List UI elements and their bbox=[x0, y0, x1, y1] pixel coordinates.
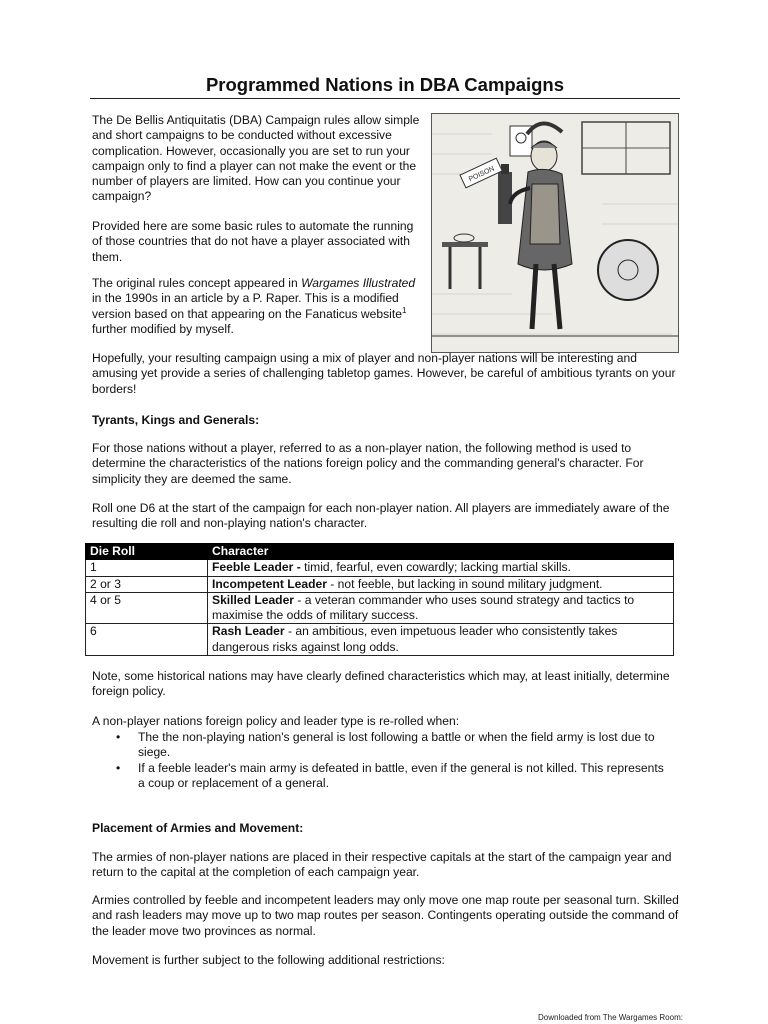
table-row bbox=[86, 592, 674, 624]
note-paragraph: Note, some historical nations may have clearly defined characteristics which may, at least initially, determine foreign policy. bbox=[92, 669, 670, 699]
title-divider bbox=[90, 98, 680, 99]
magazine-title: Wargames Illustrated bbox=[301, 276, 416, 290]
page-title: Programmed Nations in DBA Campaigns bbox=[205, 74, 565, 95]
leader-name: Incompetent Leader bbox=[212, 576, 327, 591]
leader-description: timid, fearful, even cowardly; lacking martial skills. bbox=[300, 560, 571, 575]
section1-paragraph-2: Roll one D6 at the start of the campaign for each non-player nation. All players are immediately aware of the resulting die roll and non-playing nation's character. bbox=[92, 501, 670, 531]
leader-name: Skilled Leader bbox=[212, 592, 295, 607]
intro-paragraph-3 bbox=[92, 276, 422, 337]
section2-paragraph-2: Armies controlled by feeble and incompetent leaders may only move one map route per seasonal turn. Skilled and rash leaders may move up to two map routes per season. Contingents operating outside the command of the leader move two provinces as normal. bbox=[92, 893, 679, 938]
roll-cell: 6 bbox=[86, 624, 208, 656]
section-heading-tyrants: Tyrants, Kings and Generals: bbox=[92, 413, 260, 427]
leader-name: Feeble Leader - bbox=[212, 560, 301, 575]
intro-paragraph-2: Provided here are some basic rules to automate the running of those countries that do not have a player associated with them. bbox=[92, 219, 414, 264]
table-row bbox=[86, 576, 674, 592]
leader-description: - not feeble, but lacking in sound military judgment. bbox=[326, 576, 603, 591]
section2-paragraph-3: Movement is further subject to the following additional restrictions: bbox=[92, 953, 445, 967]
intro-paragraph-1: The De Bellis Antiquitatis (DBA) Campaign rules allow simple and short campaigns to be conducted without excessive complication. However, occasionally you are set to run your campaign only to find a player can not make the event or the number of players are limited. How can you continue your campaign? bbox=[92, 113, 420, 204]
poison-label: POISON bbox=[467, 165, 496, 184]
table-row bbox=[86, 624, 674, 656]
intro-p3-text-mid: in the 1990s in an article by a P. Raper. This is a modified version based on that appearing on the Fanaticus website bbox=[92, 291, 402, 321]
roll-cell: 1 bbox=[86, 560, 208, 576]
die-roll-table bbox=[85, 543, 674, 656]
leader-description: - an ambitious, even impetuous leader who consistently takes dangerous risks against long odds. bbox=[212, 624, 618, 654]
section2-paragraph-1: The armies of non-player nations are placed in their respective capitals at the start of the campaign year and return to the capital at the completion of each campaign year. bbox=[92, 850, 672, 880]
character-cell bbox=[208, 576, 674, 592]
header-die-roll: Die Roll bbox=[86, 544, 208, 560]
reroll-intro: A non-player nations foreign policy and leader type is re-rolled when: bbox=[92, 714, 460, 728]
table-header-row bbox=[86, 544, 674, 560]
leader-description: - a veteran commander who uses sound strategy and tactics to maximise the odds of military success. bbox=[212, 592, 635, 623]
download-footer: Downloaded from The Wargames Room: bbox=[538, 1013, 683, 1022]
list-item: • If a feeble leader's main army is defeated in battle, even if the general is not killed. This represents a coup or replacement of a general. bbox=[92, 761, 672, 792]
intro-paragraph-4: Hopefully, your resulting campaign using a mix of player and non-player nations will be interesting and amusing yet provide a series of challenging tabletop games. However, be careful of ambitious tyrants on your borders! bbox=[92, 351, 676, 396]
character-cell bbox=[208, 560, 674, 576]
soldier-illustration bbox=[431, 113, 679, 353]
character-cell bbox=[208, 592, 674, 624]
intro-p3-text-end: further modified by myself. bbox=[92, 321, 234, 336]
header-character: Character bbox=[208, 544, 674, 560]
table-row bbox=[86, 560, 674, 576]
list-item: • The the non-playing nation's general is lost following a battle or when the field army is lost due to siege. bbox=[92, 730, 672, 761]
roll-cell: 4 or 5 bbox=[86, 592, 208, 624]
reroll-bullet-list bbox=[92, 730, 672, 791]
character-cell bbox=[208, 624, 674, 656]
section1-paragraph-1: For those nations without a player, referred to as a non-player nation, the following method is used to determine the characteristics of the nations foreign policy and the commanding general's character. For simplicity they are deemed the same. bbox=[92, 441, 644, 486]
footnote-ref: 1 bbox=[401, 305, 407, 315]
intro-p3-text: The original rules concept appeared in bbox=[92, 276, 302, 290]
section-heading-placement: Placement of Armies and Movement: bbox=[92, 821, 304, 835]
leader-name: Rash Leader bbox=[212, 624, 285, 639]
roll-cell: 2 or 3 bbox=[86, 576, 208, 592]
cartoon-soldier-icon bbox=[432, 114, 678, 352]
